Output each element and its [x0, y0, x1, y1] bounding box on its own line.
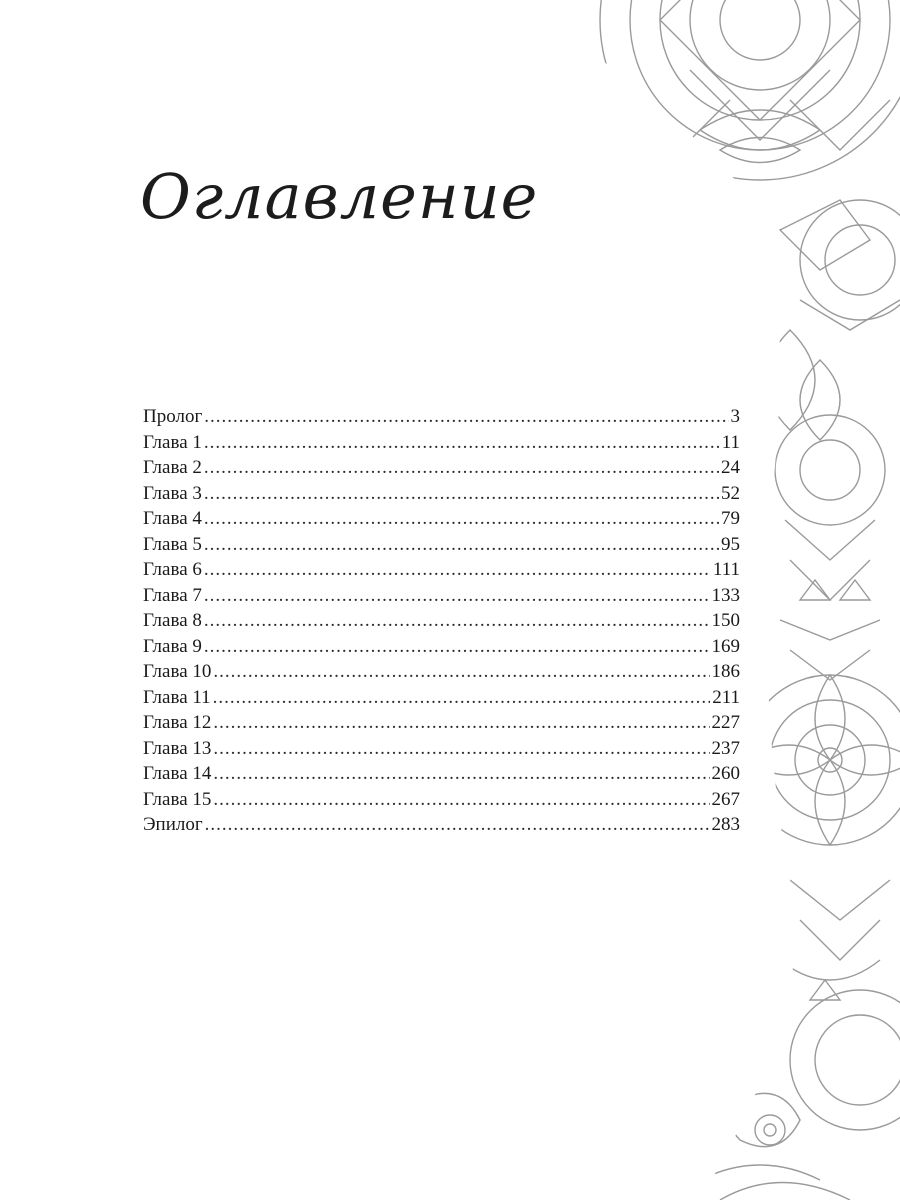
toc-entry-page-number: 150: [711, 610, 740, 631]
toc-entry: [143, 661, 740, 687]
toc-entry: [143, 789, 740, 815]
table-of-contents: [143, 406, 740, 840]
toc-entry: [143, 636, 740, 662]
dot-leader: [204, 585, 710, 607]
dot-leader: [205, 814, 710, 836]
toc-entry-label: Эпилог: [143, 814, 203, 835]
toc-entry-label: Глава 11: [143, 686, 211, 708]
toc-entry-page-number: 186: [711, 661, 740, 682]
dot-leader: [204, 483, 719, 505]
toc-entry: [143, 559, 740, 585]
page-title: Оглавление: [140, 160, 539, 233]
toc-entry-label: Пролог: [143, 406, 203, 427]
toc-entry-page-number: 260: [711, 763, 740, 784]
toc-entry-label: Глава 5: [143, 533, 202, 555]
toc-entry-label: Глава 9: [143, 635, 202, 657]
toc-entry-page-number: 111: [712, 559, 740, 580]
toc-entry-label: Глава 8: [143, 610, 202, 631]
toc-entry: [143, 814, 740, 840]
toc-entry: [143, 457, 740, 483]
toc-entry-label: Глава 14: [143, 763, 212, 784]
toc-entry-page-number: 24: [721, 457, 740, 478]
dot-leader: [204, 610, 710, 632]
toc-entry-label: Глава 15: [143, 788, 212, 810]
toc-entry-page-number: 283: [711, 814, 740, 835]
toc-entry-page-number: 237: [711, 737, 740, 759]
toc-entry: [143, 483, 740, 509]
toc-entry-page-number: 52: [721, 482, 740, 504]
dot-leader: [213, 789, 709, 811]
toc-entry-page-number: 95: [721, 533, 740, 555]
toc-entry: [143, 687, 740, 713]
toc-entry-page-number: 79: [721, 508, 740, 529]
toc-entry-label: Глава 1: [143, 431, 202, 453]
dot-leader: [204, 636, 710, 658]
dot-leader: [204, 508, 719, 530]
dot-leader: [204, 432, 720, 454]
toc-entry: [143, 712, 740, 738]
dot-leader: [204, 406, 728, 428]
toc-entry-page-number: 267: [711, 788, 740, 810]
toc-entry: [143, 738, 740, 764]
toc-entry-page-number: 3: [730, 406, 740, 427]
toc-entry: [143, 432, 740, 458]
dot-leader: [213, 738, 709, 760]
toc-entry-label: Глава 7: [143, 584, 202, 606]
dot-leader: [213, 712, 709, 734]
dot-leader: [204, 559, 711, 581]
toc-entry: [143, 763, 740, 789]
toc-entry-page-number: 227: [711, 712, 740, 733]
toc-entry: [143, 406, 740, 432]
dot-leader: [204, 457, 719, 479]
dot-leader: [213, 661, 709, 683]
toc-entry-label: Глава 3: [143, 482, 202, 504]
toc-entry: [143, 610, 740, 636]
toc-entry-page-number: 11: [721, 431, 740, 453]
dot-leader: [204, 534, 719, 556]
toc-entry-page-number: 133: [711, 584, 740, 606]
toc-entry: [143, 508, 740, 534]
toc-entry-label: Глава 4: [143, 508, 202, 529]
toc-entry: [143, 585, 740, 611]
dot-leader: [213, 763, 709, 785]
toc-entry-page-number: 211: [712, 686, 740, 708]
toc-entry-label: Глава 6: [143, 559, 202, 580]
toc-entry-label: Глава 2: [143, 457, 202, 478]
dot-leader: [213, 687, 711, 709]
toc-entry-page-number: 169: [711, 635, 740, 657]
toc-entry-label: Глава 13: [143, 737, 212, 759]
toc-entry-label: Глава 12: [143, 712, 212, 733]
toc-entry-label: Глава 10: [143, 661, 212, 682]
toc-entry: [143, 534, 740, 560]
